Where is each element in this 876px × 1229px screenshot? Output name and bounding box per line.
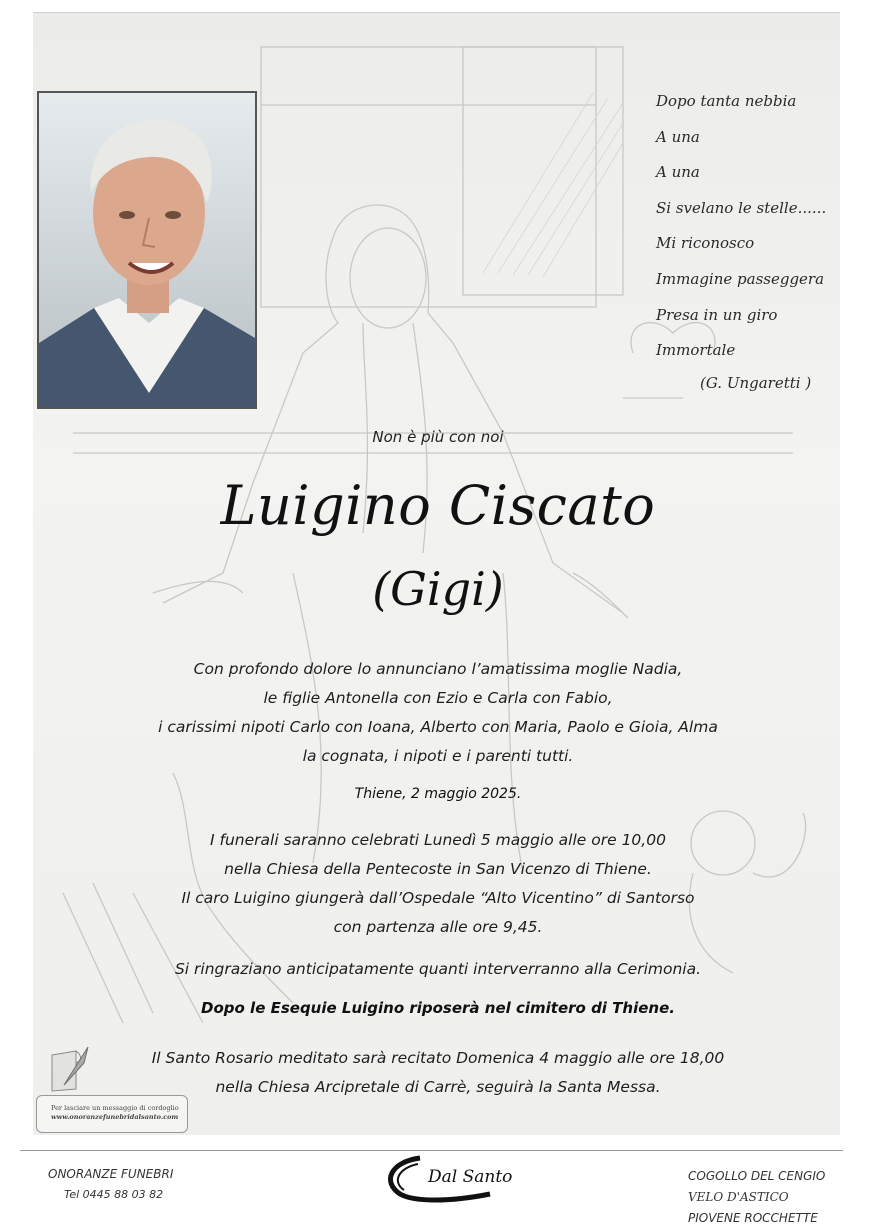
location-1: COGOLLO DEL CENGIO (688, 1169, 826, 1183)
poem-line: Si svelano le stelle...... (656, 198, 827, 217)
poem-line: Mi riconosco (656, 234, 755, 253)
announcement-line: i carissimi nipoti Carlo con Ioana, Alberto con Maria, Paolo e Gioia, Alma (158, 718, 718, 736)
thanks-text (0, 955, 876, 984)
rosary-line: nella Chiesa Arcipretale di Carrè, seguirà la Santa Messa. (215, 1078, 661, 1096)
funeral-line: I funerali saranno celebrati Lunedì 5 maggio alle ore 10,00 (210, 831, 666, 849)
announcement-line: la cognata, i nipoti e i parenti tutti. (302, 747, 574, 765)
poem-line: Immortale (656, 341, 736, 360)
footer-divider (20, 1150, 843, 1151)
burial-text: Dopo le Esequie Luigino riposerà nel cimitero di Thiene. (201, 999, 675, 1017)
footer-locations (688, 1166, 825, 1229)
announcement (0, 655, 876, 771)
funeral-line: Il caro Luigino giungerà dall’Ospedale “Alto Vicentino” di Santorso (181, 889, 695, 907)
condolence-label: Per lasciare un messaggio di cordoglio (51, 1104, 179, 1112)
condolence-link[interactable]: www.onoranzefunebridalsanto.com (51, 1113, 179, 1121)
poem-author: (G. Ungaretti ) (700, 374, 812, 392)
poem-line: A una (656, 127, 700, 146)
funeral-line: con partenza alle ore 9,45. (333, 918, 543, 936)
intro-text: Non è più con noi (372, 428, 504, 446)
footer-agency (48, 1167, 173, 1201)
condolence-box[interactable] (36, 1095, 188, 1133)
location-3: PIOVENE ROCCHETTE (688, 1211, 818, 1225)
date-place: Thiene, 2 maggio 2025. (354, 786, 522, 802)
deceased-nickname: (Gigi) (372, 562, 504, 616)
funeral-line: nella Chiesa della Pentecoste in San Vicenzo di Thiene. (224, 860, 652, 878)
agency-phone: Tel 0445 88 03 82 (64, 1188, 164, 1201)
funeral-info (0, 826, 876, 942)
location-2: VELO D'ASTICO (688, 1190, 789, 1204)
agency-name: ONORANZE FUNEBRI (48, 1167, 174, 1181)
poem-line: Immagine passeggera (656, 269, 825, 288)
announcement-line: Con profondo dolore lo annunciano l’amatissima moglie Nadia, (193, 660, 683, 678)
poem-line: Dopo tanta nebbia (656, 92, 797, 110)
scroll-quill-icon (46, 1045, 92, 1095)
poem (656, 88, 856, 392)
poem-line: Presa in un giro (656, 305, 778, 324)
announcement-line: le figlie Antonella con Ezio e Carla con Fabio, (263, 689, 613, 707)
poem-line: A una (656, 163, 700, 182)
portrait-photo (37, 91, 257, 409)
rosary-line: Il Santo Rosario meditato sarà recitato Domenica 4 maggio alle ore 18,00 (151, 1049, 725, 1067)
dal-santo-logo (380, 1152, 525, 1204)
rosary-info (0, 1044, 876, 1102)
deceased-name: Luigino Ciscato (220, 474, 656, 537)
thanks-line: Si ringraziano anticipatamente quanti interverranno alla Cerimonia. (174, 960, 702, 978)
logo-text: Dal Santo (428, 1167, 513, 1187)
